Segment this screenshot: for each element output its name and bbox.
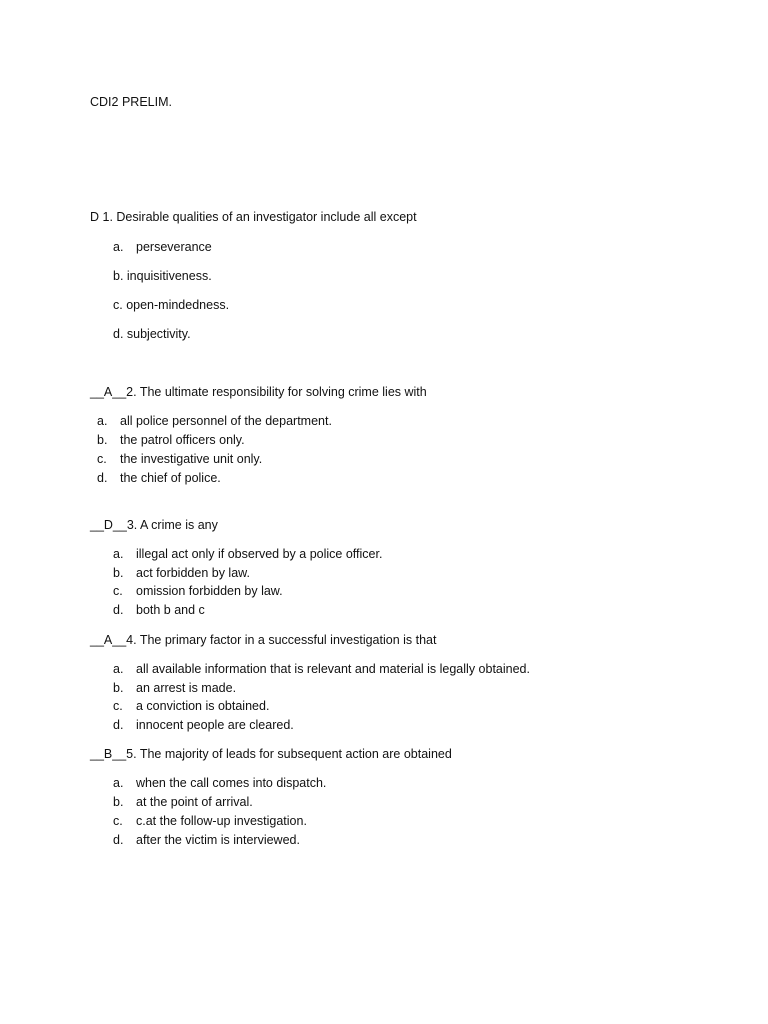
option-marker: b. bbox=[113, 795, 124, 809]
question-1-option-b: b. inquisitiveness. bbox=[113, 269, 212, 283]
option-text: after the victim is interviewed. bbox=[136, 833, 300, 847]
question-2-option-a bbox=[97, 415, 332, 428]
option-marker: b. bbox=[113, 566, 124, 580]
question-2-option-b bbox=[97, 434, 245, 447]
option-text: perseverance bbox=[136, 240, 212, 254]
question-5-option-a bbox=[113, 777, 326, 790]
question-4-stem: __A__4. The primary factor in a successful investigation is that bbox=[90, 633, 437, 647]
question-1-stem: D 1. Desirable qualities of an investigator include all except bbox=[90, 210, 417, 224]
question-1-option-a bbox=[113, 241, 212, 254]
question-5-option-b bbox=[113, 796, 253, 809]
question-5-option-d bbox=[113, 834, 300, 847]
question-2-option-d bbox=[97, 472, 221, 485]
option-marker: c. bbox=[113, 699, 123, 713]
option-text: act forbidden by law. bbox=[136, 566, 250, 580]
question-3-option-b bbox=[113, 567, 250, 580]
option-text: both b and c bbox=[136, 603, 205, 617]
option-marker: d. bbox=[113, 718, 124, 732]
option-text: a conviction is obtained. bbox=[136, 699, 270, 713]
question-4-option-b bbox=[113, 682, 236, 695]
option-text: an arrest is made. bbox=[136, 681, 237, 695]
option-marker: a. bbox=[97, 414, 108, 428]
question-4-option-c bbox=[113, 700, 269, 713]
question-2-option-c bbox=[97, 453, 262, 466]
option-text: all police personnel of the department. bbox=[120, 414, 332, 428]
document-title: CDI2 PRELIM. bbox=[90, 95, 172, 109]
option-marker: d. bbox=[97, 471, 108, 485]
option-text: the patrol officers only. bbox=[120, 433, 245, 447]
option-marker: c. bbox=[113, 814, 123, 828]
question-4-option-d bbox=[113, 719, 294, 732]
question-1-option-c: c. open-mindedness. bbox=[113, 298, 230, 312]
option-marker: a. bbox=[113, 240, 124, 254]
question-3-stem: __D__3. A crime is any bbox=[90, 518, 218, 532]
question-5-stem: __B__5. The majority of leads for subsequent action are obtained bbox=[90, 747, 452, 761]
option-marker: a. bbox=[113, 662, 124, 676]
question-3-option-a bbox=[113, 548, 382, 561]
option-marker: b. bbox=[113, 681, 124, 695]
option-text: all available information that is relevant and material is legally obtained. bbox=[136, 662, 530, 676]
option-marker: b. bbox=[97, 433, 108, 447]
option-text: the chief of police. bbox=[120, 471, 221, 485]
option-text: at the point of arrival. bbox=[136, 795, 253, 809]
option-text: when the call comes into dispatch. bbox=[136, 776, 327, 790]
question-4-option-a bbox=[113, 663, 530, 676]
option-marker: d. bbox=[113, 603, 124, 617]
option-marker: c. bbox=[97, 452, 107, 466]
question-2-stem: __A__2. The ultimate responsibility for solving crime lies with bbox=[90, 385, 427, 399]
option-marker: a. bbox=[113, 776, 124, 790]
option-text: omission forbidden by law. bbox=[136, 584, 283, 598]
question-5-option-c bbox=[113, 815, 307, 828]
option-text: c.at the follow-up investigation. bbox=[136, 814, 307, 828]
option-text: illegal act only if observed by a police officer. bbox=[136, 547, 383, 561]
option-marker: c. bbox=[113, 584, 123, 598]
option-text: the investigative unit only. bbox=[120, 452, 263, 466]
option-marker: a. bbox=[113, 547, 124, 561]
option-text: innocent people are cleared. bbox=[136, 718, 294, 732]
option-marker: d. bbox=[113, 833, 124, 847]
question-1-option-d: d. subjectivity. bbox=[113, 327, 191, 341]
question-3-option-d bbox=[113, 604, 205, 617]
question-3-option-c bbox=[113, 585, 283, 598]
